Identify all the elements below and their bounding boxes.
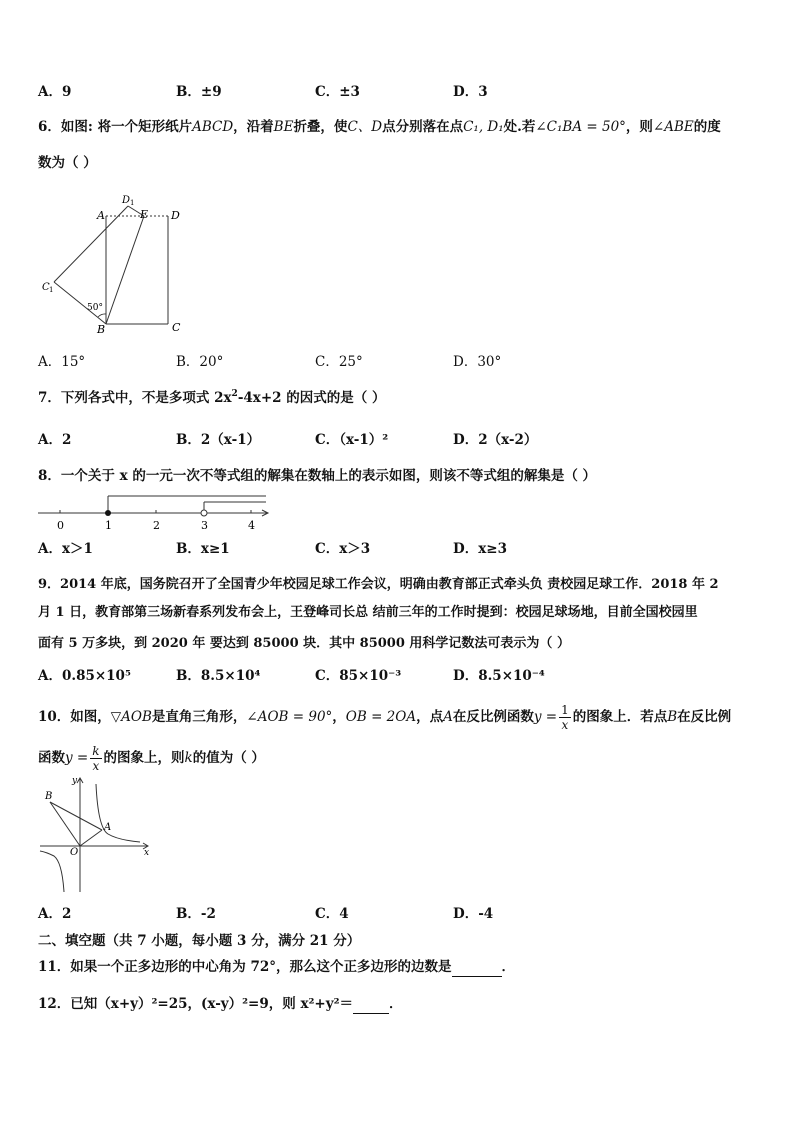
q6-label-d1-sub: 1 [130,199,135,207]
q9-option-d: D．8.5×10⁻⁴ [453,668,545,684]
q8-tick-1: 1 [105,519,112,532]
q5-option-c: C．±3 [315,84,360,100]
q6-option-c: C．25° [315,354,363,370]
q9-option-b: B．8.5×10⁴ [176,668,261,684]
q8-option-b: B．x≥1 [176,541,230,557]
section-heading: 二、填空题（共 7 小题，每小题 3 分，满分 21 分） [38,933,361,949]
q6-label-d1: D [122,195,131,206]
q7-option-a: A．2 [38,432,72,448]
q8-tick-3: 3 [201,519,208,532]
q10-label-y: y [72,776,78,786]
q7-option-c: C．（x-1）² [315,432,389,448]
q6-fold-figure [36,192,196,340]
q10-label-b: B [45,791,53,802]
q8-tick-4: 4 [248,519,255,532]
q5-option-b: B．±9 [176,84,222,100]
q10-fraction-1: $\frac{1}{x}$ [561,703,569,732]
q6-label-d: D [171,209,180,222]
q11-answer-blank[interactable] [452,958,502,977]
q6-option-d: D．30° [453,354,502,370]
q7-stem: 7．下列各式中，不是多项式 $2x^2-4x+2$ 的因式的是（ ） [38,389,386,406]
q6-label-e: E [140,208,149,221]
q12-stem: 12．已知（x+y）²=25，(x-y）²=9，则 x²+y²＝ ． [38,996,403,1012]
q9-line2: 月 1 日，教育部第三场新春系列发布会上，王登峰司长总 结前三年的工作时提到：校园足球场地，目前全国校园里 [38,605,698,620]
q8-tick-2: 2 [153,519,160,532]
q10-line1: 10．如图，▽AOB是直角三角形，∠AOB = 90°，OB = 2OA，点A在反比例函数y = $\frac{1}{x}$ 的图象上．若点B在反比例 [38,703,732,732]
q6-label-c1: C [42,282,50,293]
q5-option-d: D．3 [453,84,488,100]
q6-label-a: A [97,209,105,222]
q6-stem-line1: 6．如图: 将一个矩形纸片ABCD，沿着BE折叠，使C、D点分别落在点C₁, D₁处.若∠C₁BA = 50°，则∠ABE的度 [38,119,721,135]
q10-option-d: D．-4 [453,906,494,922]
q9-option-a: A．0.85×10⁵ [38,668,131,684]
q10-hyperbola-figure [36,772,156,896]
q11-stem: 11．如果一个正多边形的中心角为 72°，那么这个正多边形的边数是 ． [38,959,516,975]
q10-label-a: A [104,822,112,833]
q8-option-c: C．x＞3 [315,541,371,557]
q8-closed-dot [105,510,111,516]
q8-number-line [36,492,272,532]
q8-option-a: A．x＞1 [38,541,93,557]
q12-answer-blank[interactable] [353,995,389,1014]
q9-line1: 9．2014 年底，国务院召开了全国青少年校园足球工作会议，明确由教育部正式牵头负 责校园足球工作．2018 年 2 [38,577,719,592]
q5-option-a: A．9 [38,84,72,100]
q6-label-c1-sub: 1 [49,286,54,294]
q6-label-angle: 50° [87,303,103,313]
q10-label-o: O [70,847,79,858]
q10-line2: 函数y = $\frac{k}{x}$ 的图象上，则k的值为（ ） [38,744,265,773]
q10-fraction-2: $\frac{k}{x}$ [92,744,100,773]
q7-option-b: B．2（x-1） [176,432,261,448]
q8-open-dot [201,510,207,516]
q8-tick-0: 0 [57,519,64,532]
q8-option-d: D．x≥3 [453,541,507,557]
q6-stem-line2: 数为（ ） [38,155,97,171]
q8-stem: 8．一个关于 x 的一元一次不等式组的解集在数轴上的表示如图，则该不等式组的解集是（ ） [38,468,597,484]
q6-label-b: B [97,323,106,336]
q9-line3: 面有 5 万多块，到 2020 年 要达到 85000 块．其中 85000 用科学记数法可表示为（ ） [38,636,570,651]
q10-option-c: C．4 [315,906,349,922]
q9-option-c: C．85×10⁻³ [315,668,402,684]
q10-option-a: A．2 [38,906,72,922]
q10-option-b: B．-2 [176,906,216,922]
q7-option-d: D．2（x-2） [453,432,538,448]
q6-label-c: C [172,321,181,334]
q6-option-b: B．20° [176,354,224,370]
q6-option-a: A．15° [38,354,86,370]
q10-label-x: x [144,848,150,858]
